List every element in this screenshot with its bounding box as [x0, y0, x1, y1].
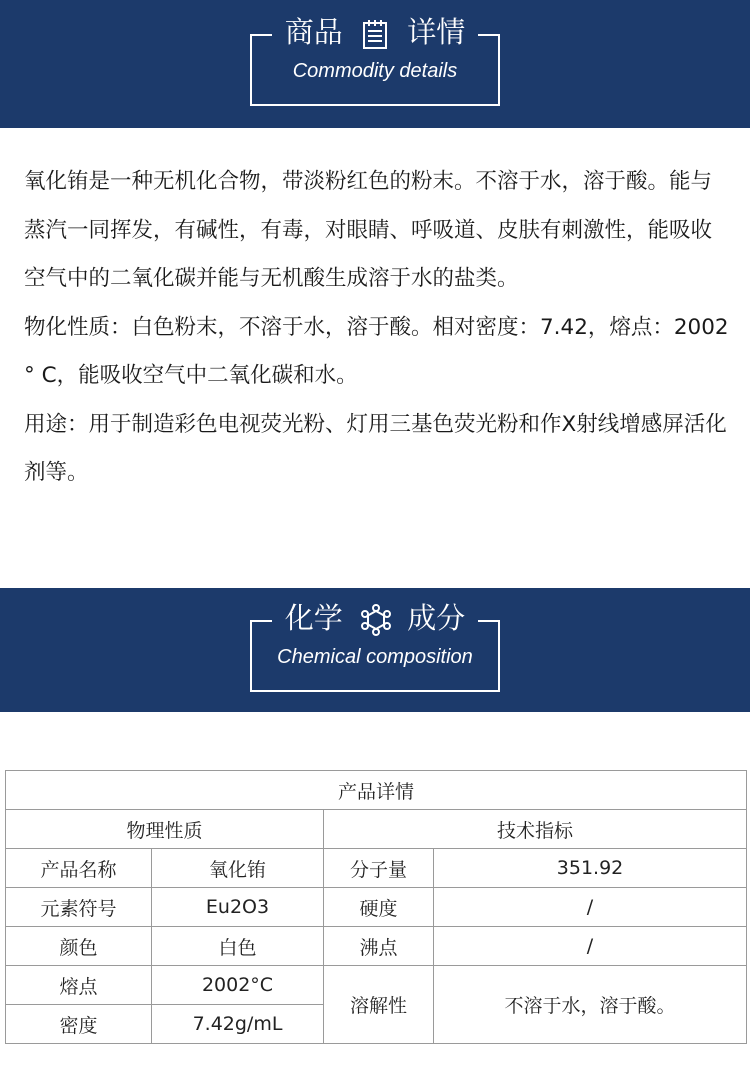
banner-frame — [250, 601, 500, 692]
banner-subtitle: Chemical composition — [277, 646, 473, 668]
banner-title-right: 成分 — [407, 601, 466, 635]
property-label: 元素符号 — [6, 888, 152, 927]
banner-title — [252, 12, 498, 52]
table-row — [6, 888, 747, 927]
table-row — [6, 927, 747, 966]
banner-frame — [250, 15, 500, 106]
product-spec-table — [5, 770, 747, 1044]
spec-value: 不溶于水，溶于酸。 — [434, 966, 747, 1044]
property-value: 氧化铕 — [152, 849, 324, 888]
banner-title-left: 化学 — [284, 601, 343, 635]
spec-value: 351.92 — [434, 849, 747, 888]
description-paragraph: 物化性质：白色粉末，不溶于水，溶于酸。相对密度：7.42，熔点：2002 ° C，能吸收空气中二氧化碳和水。 — [24, 314, 729, 388]
spec-label: 硬度 — [324, 888, 434, 927]
spec-label: 沸点 — [324, 927, 434, 966]
property-value: Eu2O3 — [152, 888, 324, 927]
table-row — [6, 849, 747, 888]
chemical-composition-banner — [0, 588, 750, 712]
table-title-row — [6, 771, 747, 810]
product-description — [24, 158, 730, 498]
banner-title-left: 商品 — [284, 15, 343, 49]
table-section-row — [6, 810, 747, 849]
technical-specs-header: 技术指标 — [324, 810, 747, 849]
table-row — [6, 966, 747, 1005]
property-value: 7.42g/mL — [152, 1005, 324, 1044]
physical-properties-header: 物理性质 — [6, 810, 324, 849]
property-label: 颜色 — [6, 927, 152, 966]
banner-title-right: 详情 — [407, 15, 466, 49]
property-label: 产品名称 — [6, 849, 152, 888]
spec-label: 溶解性 — [324, 966, 434, 1044]
banner-title — [252, 598, 498, 638]
description-paragraph: 用途：用于制造彩色电视荧光粉、灯用三基色荧光粉和作X射线增感屏活化剂等。 — [24, 411, 727, 485]
spec-label: 分子量 — [324, 849, 434, 888]
table-title: 产品详情 — [6, 771, 747, 810]
property-label: 密度 — [6, 1005, 152, 1044]
spec-value: / — [434, 888, 747, 927]
molecule-icon — [360, 604, 390, 636]
commodity-details-banner — [0, 0, 750, 128]
spec-value: / — [434, 927, 747, 966]
property-label: 熔点 — [6, 966, 152, 1005]
description-paragraph: 氧化铕是一种无机化合物，带淡粉红色的粉末。不溶于水，溶于酸。能与蒸汽一同挥发，有碱性，有毒，对眼睛、呼吸道、皮肤有刺激性，能吸收空气中的二氧化碳并能与无机酸生成溶于水的盐类。 — [24, 169, 713, 291]
banner-subtitle: Commodity details — [292, 60, 458, 82]
property-value: 2002°C — [152, 966, 324, 1005]
notepad-icon — [360, 18, 390, 50]
property-value: 白色 — [152, 927, 324, 966]
